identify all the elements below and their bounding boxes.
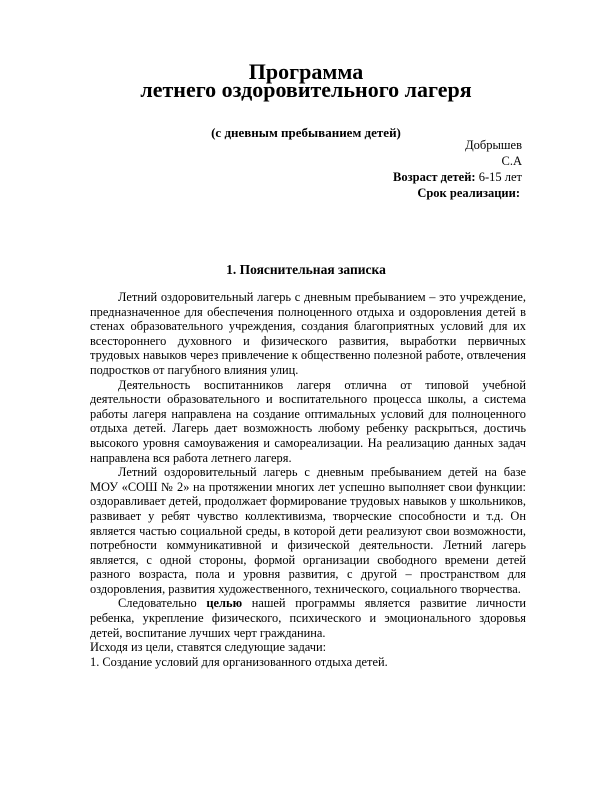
author-initials: С.А bbox=[501, 154, 522, 168]
document-subtitle: (с дневным пребыванием детей) bbox=[211, 125, 401, 140]
paragraph-2: Деятельность воспитанников лагеря отлична от типовой учебной деятельности образовательного и воспитательного процесса школы, а система работы лагеря направлена на создание оптимальных условий для полноценного отдыха детей. Лагерь дает возможность любому ребенку раскрыться, достичь высокого уровня самоуважения и самореализации. На реализацию данных задач направлена вся работа летнего лагеря. bbox=[90, 377, 526, 465]
document-title-line2: летнего оздоровительного лагеря bbox=[140, 77, 472, 102]
author-surname: Добрышев bbox=[465, 138, 522, 152]
paragraph-6: 1. Создание условий для организованного отдыха детей. bbox=[90, 654, 388, 669]
age-value: 6-15 лет bbox=[475, 170, 522, 184]
paragraph-4-start: Следовательно bbox=[118, 596, 207, 611]
document-title-line1: Программа bbox=[248, 59, 364, 84]
paragraph-4 bbox=[90, 596, 526, 640]
term-line bbox=[417, 185, 520, 201]
section-title: 1. Пояснительная записка bbox=[226, 262, 386, 277]
paragraph-1: Летний оздоровительный лагерь с дневным пребыванием – это учреждение, предназначенное для обеспечения полноценного отдыха и оздоровления детей в стенах образовательного учреждения, создания благоприятных условий для их всестороннего духовного и физического развития, выработки первичных трудовых навыков через привлечение к общественно полезной работе, отвлечения подростков от пагубного влияния улиц. bbox=[90, 290, 526, 377]
body-text bbox=[90, 290, 526, 669]
age-label: Возраст детей: bbox=[393, 170, 476, 184]
paragraph-5: Исходя из цели, ставятся следующие задачи: bbox=[90, 640, 327, 655]
paragraph-4-end: нашей программы является развитие личности ребенка, укрепление физического, психического и эмоционального здоровья детей, воспитание лучших черт гражданина. bbox=[90, 596, 526, 640]
age-line bbox=[393, 169, 522, 185]
paragraph-3: Летний оздоровительный лагерь с дневным пребыванием детей на базе МОУ «СОШ № 2» на протяжении многих лет успешно выполняет свои функции: оздоравливает детей, продолжает формирование трудовых навыков у школьников, развивает у ребят чувство коллективизма, творческие способности и т.д. Он является частью социальной среды, в которой дети реализуют свои возможности, потребности коммуникативной и физической деятельности. Летний лагерь является, с одной стороны, формой организации свободного времени детей разного возраста, пола и уровня развития, с другой – пространством для оздоровления, развития художественного, технического, социального творчества. bbox=[90, 465, 526, 596]
term-label: Срок реализации: bbox=[417, 186, 520, 200]
goal-keyword: целью bbox=[206, 596, 243, 611]
